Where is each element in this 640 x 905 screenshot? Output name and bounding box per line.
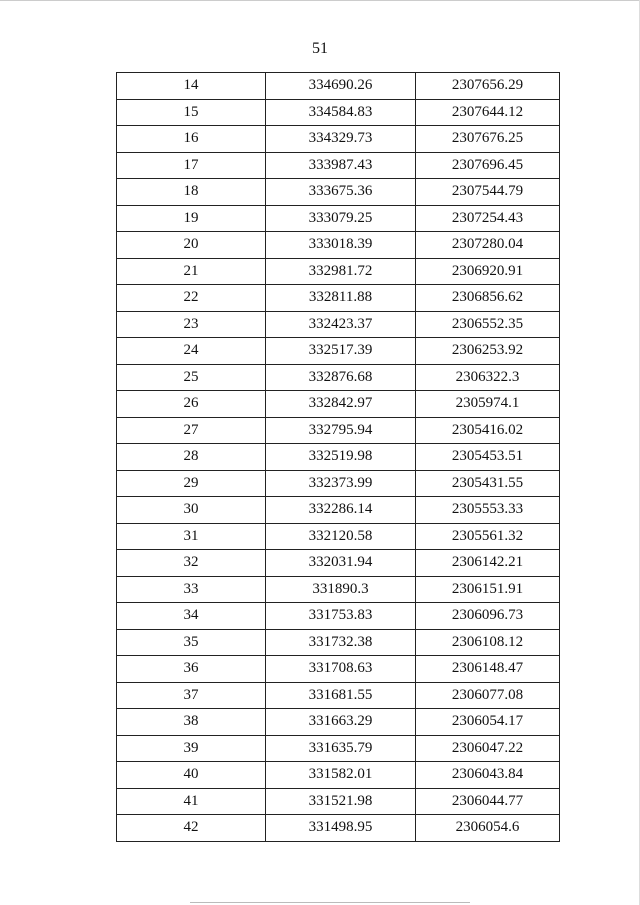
- y-coordinate-cell: 2305453.51: [416, 444, 560, 471]
- table-row: [117, 497, 560, 524]
- table-row: [117, 232, 560, 259]
- x-coordinate-cell: 331708.63: [266, 656, 416, 683]
- x-coordinate-cell: 332981.72: [266, 258, 416, 285]
- x-coordinate-cell: 331498.95: [266, 815, 416, 842]
- y-coordinate-cell: 2305431.55: [416, 470, 560, 497]
- y-coordinate-cell: 2306552.35: [416, 311, 560, 338]
- coordinate-table-body: [117, 73, 560, 842]
- x-coordinate-cell: 331890.3: [266, 576, 416, 603]
- x-coordinate-cell: 333018.39: [266, 232, 416, 259]
- x-coordinate-cell: 332811.88: [266, 285, 416, 312]
- point-number-cell: 40: [117, 762, 266, 789]
- point-number-cell: 26: [117, 391, 266, 418]
- table-row: [117, 73, 560, 100]
- table-row: [117, 762, 560, 789]
- point-number-cell: 25: [117, 364, 266, 391]
- table-row: [117, 603, 560, 630]
- y-coordinate-cell: 2307696.45: [416, 152, 560, 179]
- y-coordinate-cell: 2307280.04: [416, 232, 560, 259]
- table-row: [117, 788, 560, 815]
- point-number-cell: 15: [117, 99, 266, 126]
- table-row: [117, 523, 560, 550]
- point-number-cell: 27: [117, 417, 266, 444]
- point-number-cell: 42: [117, 815, 266, 842]
- table-row: [117, 815, 560, 842]
- y-coordinate-cell: 2306077.08: [416, 682, 560, 709]
- x-coordinate-cell: 332286.14: [266, 497, 416, 524]
- coordinate-table-container: [116, 72, 559, 842]
- table-row: [117, 179, 560, 206]
- x-coordinate-cell: 333987.43: [266, 152, 416, 179]
- table-row: [117, 682, 560, 709]
- table-row: [117, 152, 560, 179]
- point-number-cell: 37: [117, 682, 266, 709]
- point-number-cell: 38: [117, 709, 266, 736]
- table-row: [117, 391, 560, 418]
- y-coordinate-cell: 2305553.33: [416, 497, 560, 524]
- point-number-cell: 18: [117, 179, 266, 206]
- y-coordinate-cell: 2306856.62: [416, 285, 560, 312]
- point-number-cell: 19: [117, 205, 266, 232]
- table-row: [117, 550, 560, 577]
- y-coordinate-cell: 2305561.32: [416, 523, 560, 550]
- x-coordinate-cell: 331663.29: [266, 709, 416, 736]
- x-coordinate-cell: 331753.83: [266, 603, 416, 630]
- table-row: [117, 656, 560, 683]
- point-number-cell: 32: [117, 550, 266, 577]
- table-row: [117, 576, 560, 603]
- table-row: [117, 126, 560, 153]
- point-number-cell: 22: [117, 285, 266, 312]
- y-coordinate-cell: 2306047.22: [416, 735, 560, 762]
- y-coordinate-cell: 2306054.6: [416, 815, 560, 842]
- scan-edge-bottom: [190, 902, 470, 903]
- x-coordinate-cell: 332876.68: [266, 364, 416, 391]
- y-coordinate-cell: 2306253.92: [416, 338, 560, 365]
- x-coordinate-cell: 332517.39: [266, 338, 416, 365]
- y-coordinate-cell: 2306142.21: [416, 550, 560, 577]
- x-coordinate-cell: 331732.38: [266, 629, 416, 656]
- y-coordinate-cell: 2306096.73: [416, 603, 560, 630]
- y-coordinate-cell: 2306920.91: [416, 258, 560, 285]
- x-coordinate-cell: 332423.37: [266, 311, 416, 338]
- table-row: [117, 99, 560, 126]
- x-coordinate-cell: 334690.26: [266, 73, 416, 100]
- x-coordinate-cell: 332842.97: [266, 391, 416, 418]
- point-number-cell: 41: [117, 788, 266, 815]
- y-coordinate-cell: 2306044.77: [416, 788, 560, 815]
- table-row: [117, 338, 560, 365]
- y-coordinate-cell: 2306148.47: [416, 656, 560, 683]
- point-number-cell: 29: [117, 470, 266, 497]
- point-number-cell: 28: [117, 444, 266, 471]
- point-number-cell: 23: [117, 311, 266, 338]
- point-number-cell: 31: [117, 523, 266, 550]
- coordinate-table: [116, 72, 560, 842]
- scan-edge-top: [0, 0, 640, 1]
- y-coordinate-cell: 2306151.91: [416, 576, 560, 603]
- point-number-cell: 36: [117, 656, 266, 683]
- page-number: 51: [312, 40, 328, 57]
- table-row: [117, 629, 560, 656]
- y-coordinate-cell: 2306322.3: [416, 364, 560, 391]
- point-number-cell: 30: [117, 497, 266, 524]
- y-coordinate-cell: 2307676.25: [416, 126, 560, 153]
- table-row: [117, 444, 560, 471]
- y-coordinate-cell: 2305974.1: [416, 391, 560, 418]
- table-row: [117, 364, 560, 391]
- x-coordinate-cell: 332795.94: [266, 417, 416, 444]
- point-number-cell: 33: [117, 576, 266, 603]
- table-row: [117, 735, 560, 762]
- x-coordinate-cell: 332031.94: [266, 550, 416, 577]
- y-coordinate-cell: 2306054.17: [416, 709, 560, 736]
- y-coordinate-cell: 2305416.02: [416, 417, 560, 444]
- table-row: [117, 470, 560, 497]
- x-coordinate-cell: 332120.58: [266, 523, 416, 550]
- x-coordinate-cell: 333675.36: [266, 179, 416, 206]
- point-number-cell: 34: [117, 603, 266, 630]
- x-coordinate-cell: 332373.99: [266, 470, 416, 497]
- y-coordinate-cell: 2307644.12: [416, 99, 560, 126]
- y-coordinate-cell: 2307656.29: [416, 73, 560, 100]
- table-row: [117, 311, 560, 338]
- y-coordinate-cell: 2307254.43: [416, 205, 560, 232]
- y-coordinate-cell: 2306108.12: [416, 629, 560, 656]
- x-coordinate-cell: 334584.83: [266, 99, 416, 126]
- x-coordinate-cell: 331681.55: [266, 682, 416, 709]
- table-row: [117, 258, 560, 285]
- x-coordinate-cell: 331582.01: [266, 762, 416, 789]
- x-coordinate-cell: 331635.79: [266, 735, 416, 762]
- table-row: [117, 417, 560, 444]
- table-row: [117, 285, 560, 312]
- y-coordinate-cell: 2306043.84: [416, 762, 560, 789]
- x-coordinate-cell: 332519.98: [266, 444, 416, 471]
- table-row: [117, 205, 560, 232]
- x-coordinate-cell: 331521.98: [266, 788, 416, 815]
- point-number-cell: 35: [117, 629, 266, 656]
- point-number-cell: 14: [117, 73, 266, 100]
- point-number-cell: 20: [117, 232, 266, 259]
- point-number-cell: 39: [117, 735, 266, 762]
- point-number-cell: 24: [117, 338, 266, 365]
- x-coordinate-cell: 334329.73: [266, 126, 416, 153]
- point-number-cell: 16: [117, 126, 266, 153]
- x-coordinate-cell: 333079.25: [266, 205, 416, 232]
- table-row: [117, 709, 560, 736]
- y-coordinate-cell: 2307544.79: [416, 179, 560, 206]
- point-number-cell: 21: [117, 258, 266, 285]
- point-number-cell: 17: [117, 152, 266, 179]
